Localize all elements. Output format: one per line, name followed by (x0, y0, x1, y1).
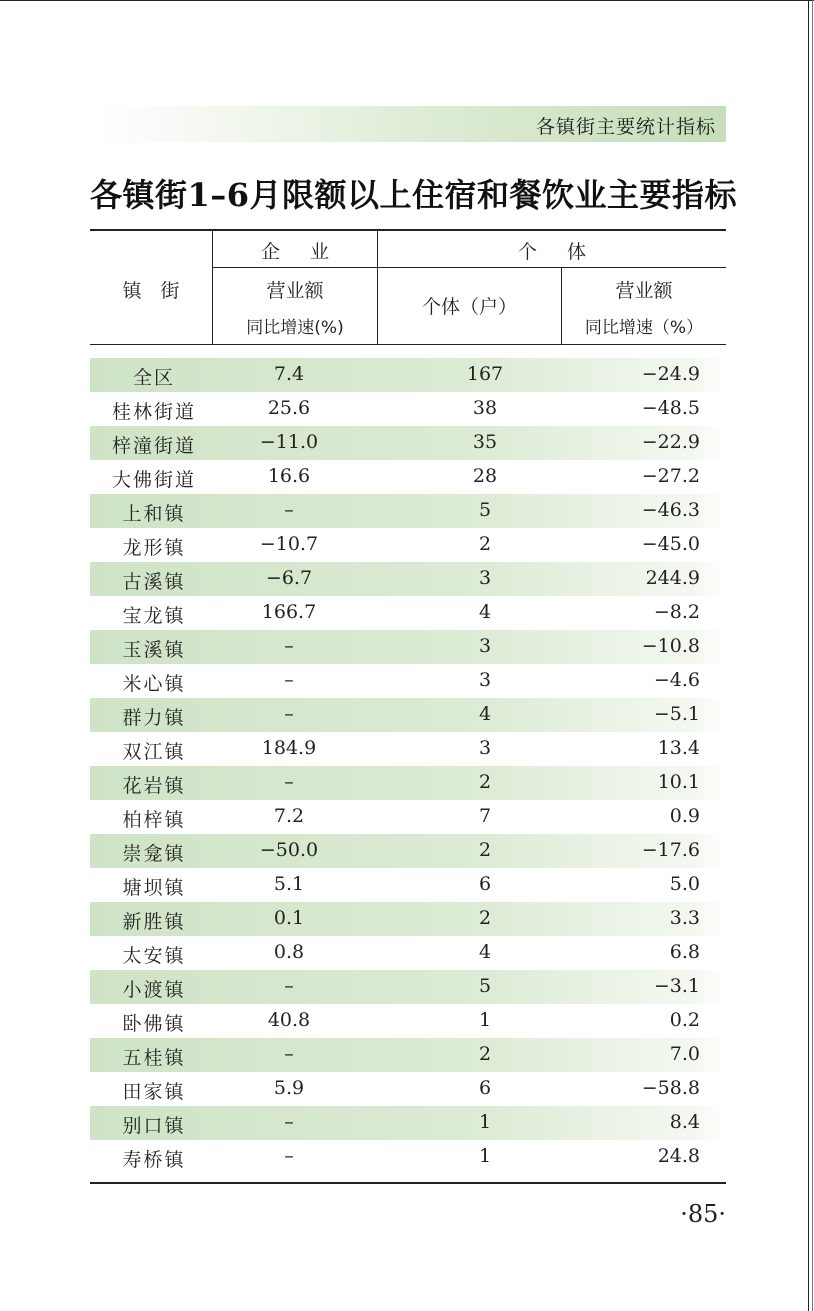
cell-town: 卧佛镇 (122, 1013, 186, 1035)
cell-enterprise-growth: 40.8 (267, 1009, 311, 1031)
cell-individual-growth: 0.2 (669, 1009, 700, 1031)
cell-enterprise-growth: −11.0 (259, 431, 319, 453)
cell-enterprise-growth: – (284, 975, 294, 997)
cell-individual-count: 2 (478, 533, 492, 555)
cell-individual-count: 6 (478, 1077, 492, 1099)
cell-individual-growth: −22.9 (641, 431, 700, 453)
cell-individual-growth: 24.8 (657, 1145, 700, 1167)
cell-individual-count: 4 (478, 703, 492, 725)
cell-individual-growth: −58.8 (641, 1077, 700, 1099)
page-frame-right (808, 0, 809, 1311)
cell-individual-growth: 6.8 (669, 941, 700, 963)
table-row (90, 1106, 726, 1140)
table-row (90, 528, 726, 562)
cell-enterprise-growth: – (284, 499, 294, 521)
cell-enterprise-growth: 166.7 (261, 601, 317, 623)
table-row (90, 936, 726, 970)
table-row (90, 800, 726, 834)
cell-individual-growth: 7.0 (669, 1043, 700, 1065)
cell-individual-growth: 10.1 (657, 771, 700, 793)
cell-enterprise-growth: 16.6 (267, 465, 311, 487)
page-title: 各镇街1–6月限额以上住宿和餐饮业主要指标 (90, 176, 738, 214)
cell-enterprise-growth: 25.6 (267, 397, 311, 419)
cell-town: 塘坝镇 (122, 877, 186, 899)
table-bottom-rule (90, 1182, 726, 1184)
cell-individual-count: 7 (478, 805, 492, 827)
cell-town: 小渡镇 (122, 979, 186, 1001)
cell-individual-count: 2 (478, 1043, 492, 1065)
cell-enterprise-growth: – (284, 1043, 294, 1065)
cell-enterprise-growth: 0.8 (273, 941, 305, 963)
cell-town: 梓潼街道 (111, 435, 196, 457)
cell-town: 别口镇 (122, 1115, 186, 1137)
cell-individual-growth: −17.6 (641, 839, 700, 861)
cell-individual-growth: 8.4 (669, 1111, 700, 1133)
cell-individual-count: 4 (478, 941, 492, 963)
header-individual-count: 个体（户） (421, 296, 517, 318)
table-row (90, 732, 726, 766)
cell-individual-growth: −46.3 (641, 499, 700, 521)
cell-individual-count: 28 (472, 465, 498, 487)
table-row (90, 1038, 726, 1072)
cell-individual-growth: −8.2 (653, 601, 700, 623)
page-frame-top (0, 0, 814, 1)
cell-individual-count: 1 (478, 1145, 492, 1167)
cell-enterprise-growth: 7.2 (273, 805, 305, 827)
page-frame-right-outer (812, 0, 813, 1311)
table-row (90, 834, 726, 868)
table-row (90, 494, 726, 528)
header-bottom-rule (90, 344, 726, 345)
cell-individual-count: 38 (472, 397, 498, 419)
cell-town: 群力镇 (122, 707, 186, 729)
page-number: ·85· (680, 1200, 726, 1228)
section-banner (98, 106, 726, 142)
table-row (90, 698, 726, 732)
cell-individual-growth: −10.8 (641, 635, 700, 657)
cell-individual-growth: −5.1 (653, 703, 700, 725)
header-individual-revenue: 营业额 (615, 280, 673, 302)
cell-individual-count: 35 (472, 431, 498, 453)
cell-individual-count: 167 (466, 363, 504, 385)
cell-individual-count: 3 (478, 567, 492, 589)
cell-individual-growth: 0.9 (669, 805, 700, 827)
table-row (90, 358, 726, 392)
cell-individual-growth: −27.2 (641, 465, 700, 487)
cell-individual-growth: 3.3 (669, 907, 700, 929)
cell-individual-count: 1 (478, 1111, 492, 1133)
cell-town: 上和镇 (122, 503, 186, 525)
cell-town: 花岩镇 (122, 775, 186, 797)
cell-individual-growth: 13.4 (657, 737, 700, 759)
cell-individual-growth: −4.6 (653, 669, 700, 691)
cell-town: 柏梓镇 (122, 809, 186, 831)
cell-individual-count: 3 (478, 635, 492, 657)
cell-individual-growth: −24.9 (641, 363, 700, 385)
cell-town: 双江镇 (122, 741, 186, 763)
cell-individual-count: 3 (478, 669, 492, 691)
cell-enterprise-growth: −50.0 (259, 839, 319, 861)
table-row (90, 902, 726, 936)
header-individual-group: 个体 (517, 241, 616, 263)
cell-individual-count: 2 (478, 839, 492, 861)
table-row (90, 868, 726, 902)
table-row (90, 562, 726, 596)
cell-individual-count: 3 (478, 737, 492, 759)
table-row (90, 596, 726, 630)
cell-enterprise-growth: 184.9 (261, 737, 317, 759)
header-individual-growth: 同比增速（%） (584, 318, 704, 338)
table-row (90, 426, 726, 460)
cell-enterprise-growth: 0.1 (273, 907, 305, 929)
cell-individual-count: 4 (478, 601, 492, 623)
cell-town: 五桂镇 (122, 1047, 186, 1069)
table-row (90, 460, 726, 494)
table-row (90, 392, 726, 426)
cell-town: 米心镇 (122, 673, 186, 695)
table-row (90, 664, 726, 698)
cell-enterprise-growth: – (284, 771, 294, 793)
cell-individual-count: 5 (478, 975, 492, 997)
cell-town: 全区 (132, 367, 175, 389)
table-row (90, 630, 726, 664)
cell-town: 崇龛镇 (122, 843, 186, 865)
cell-enterprise-growth: 7.4 (273, 363, 305, 385)
table-row (90, 970, 726, 1004)
header-mid-rule (213, 267, 726, 268)
cell-town: 玉溪镇 (122, 639, 186, 661)
table-row (90, 1140, 726, 1174)
cell-individual-count: 2 (478, 771, 492, 793)
cell-enterprise-growth: 5.9 (273, 1077, 305, 1099)
cell-enterprise-growth: 5.1 (273, 873, 305, 895)
cell-town: 寿桥镇 (122, 1149, 186, 1171)
table-row (90, 766, 726, 800)
cell-enterprise-growth: – (284, 703, 294, 725)
cell-enterprise-growth: – (284, 669, 294, 691)
header-town: 镇 街 (122, 280, 180, 302)
cell-individual-growth: 5.0 (669, 873, 700, 895)
cell-town: 宝龙镇 (122, 605, 186, 627)
header-enterprise-revenue: 营业额 (266, 280, 324, 302)
table-top-rule (90, 229, 726, 231)
cell-town: 太安镇 (122, 945, 186, 967)
table-row (90, 1072, 726, 1106)
cell-enterprise-growth: – (284, 635, 294, 657)
cell-individual-growth: −45.0 (641, 533, 700, 555)
header-enterprise-growth: 同比增速(%) (246, 318, 344, 338)
cell-town: 古溪镇 (122, 571, 186, 593)
cell-town: 龙形镇 (122, 537, 186, 559)
cell-town: 大佛街道 (111, 469, 196, 491)
cell-individual-count: 1 (478, 1009, 492, 1031)
cell-individual-count: 6 (478, 873, 492, 895)
cell-individual-count: 5 (478, 499, 492, 521)
section-banner-text: 各镇街主要统计指标 (535, 116, 716, 138)
cell-town: 田家镇 (122, 1081, 186, 1103)
cell-enterprise-growth: – (284, 1145, 294, 1167)
cell-individual-growth: −48.5 (641, 397, 700, 419)
cell-enterprise-growth: −10.7 (259, 533, 319, 555)
cell-enterprise-growth: −6.7 (265, 567, 313, 589)
cell-town: 新胜镇 (122, 911, 186, 933)
table-row (90, 1004, 726, 1038)
cell-individual-growth: 244.9 (645, 567, 700, 589)
header-enterprise-group: 企业 (260, 241, 359, 263)
cell-individual-growth: −3.1 (653, 975, 700, 997)
cell-individual-count: 2 (478, 907, 492, 929)
cell-town: 桂林街道 (111, 401, 196, 423)
cell-enterprise-growth: – (284, 1111, 294, 1133)
